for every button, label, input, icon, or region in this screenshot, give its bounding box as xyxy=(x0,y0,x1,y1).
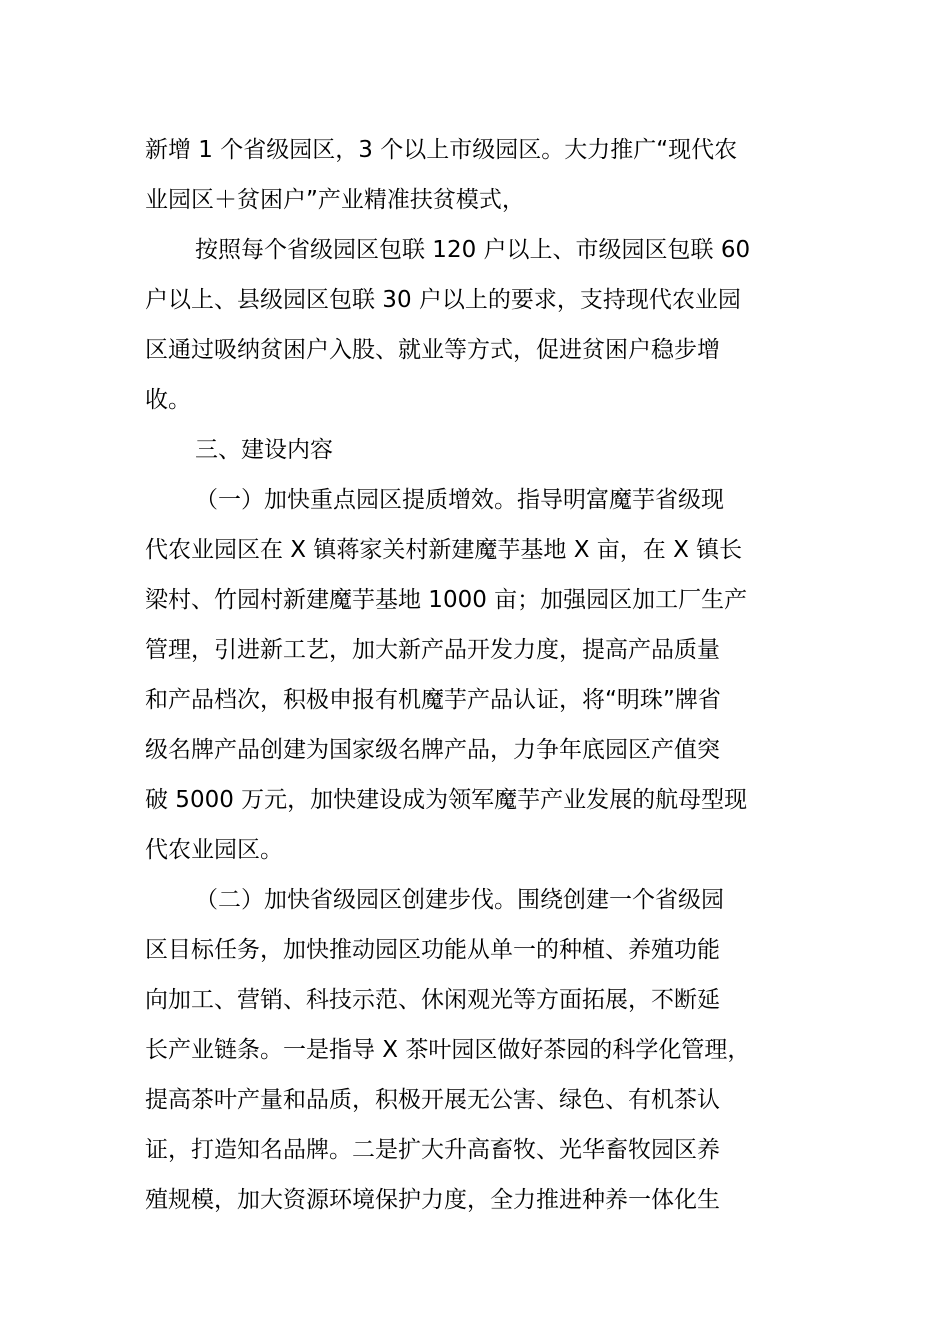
text-line: 破 5000 万元，加快建设成为领军魔芋产业发展的航母型现 xyxy=(145,787,748,813)
text-line: 向加工、营销、科技示范、休闲观光等方面拓展，不断延 xyxy=(145,987,720,1013)
text-line: 证，打造知名品牌。二是扩大升高畜牧、光华畜牧园区养 xyxy=(145,1137,720,1163)
text-line: 新增 1 个省级园区，3 个以上市级园区。大力推广“现代农 xyxy=(145,137,738,163)
text-line: 和产品档次，积极申报有机魔芋产品认证，将“明珠”牌省 xyxy=(145,687,721,713)
text-line: 区通过吸纳贫困户入股、就业等方式，促进贫困户稳步增 xyxy=(145,337,720,363)
text-line: 代农业园区。 xyxy=(145,837,283,863)
text-line: 收。 xyxy=(145,387,191,413)
text-line: 业园区＋贫困户”产业精准扶贫模式， xyxy=(145,187,525,213)
text-line: 殖规模，加大资源环境保护力度，全力推进种养一体化生 xyxy=(145,1187,720,1213)
text-line: （二）加快省级园区创建步伐。围绕创建一个省级园 xyxy=(195,887,724,913)
text-line: （一）加快重点园区提质增效。指导明富魔芋省级现 xyxy=(195,487,724,513)
text-line: 三、建设内容 xyxy=(195,437,333,463)
text-line: 提高茶叶产量和品质，积极开展无公害、绿色、有机茶认 xyxy=(145,1087,720,1113)
text-line: 梁村、竹园村新建魔芋基地 1000 亩；加强园区加工厂生产 xyxy=(145,587,748,613)
text-line: 按照每个省级园区包联 120 户以上、市级园区包联 60 xyxy=(195,237,751,263)
text-line: 级名牌产品创建为国家级名牌产品，力争年底园区产值突 xyxy=(145,737,720,763)
text-line: 管理，引进新工艺，加大新产品开发力度，提高产品质量 xyxy=(145,637,720,663)
text-line: 户以上、县级园区包联 30 户以上的要求，支持现代农业园 xyxy=(145,287,741,313)
document-body xyxy=(145,125,807,1225)
text-line: 区目标任务，加快推动园区功能从单一的种植、养殖功能 xyxy=(145,937,720,963)
text-line: 长产业链条。一是指导 X 茶叶园区做好茶园的科学化管理， xyxy=(145,1037,751,1063)
text-line: 代农业园区在 X 镇蒋家关村新建魔芋基地 X 亩，在 X 镇长 xyxy=(145,537,743,563)
